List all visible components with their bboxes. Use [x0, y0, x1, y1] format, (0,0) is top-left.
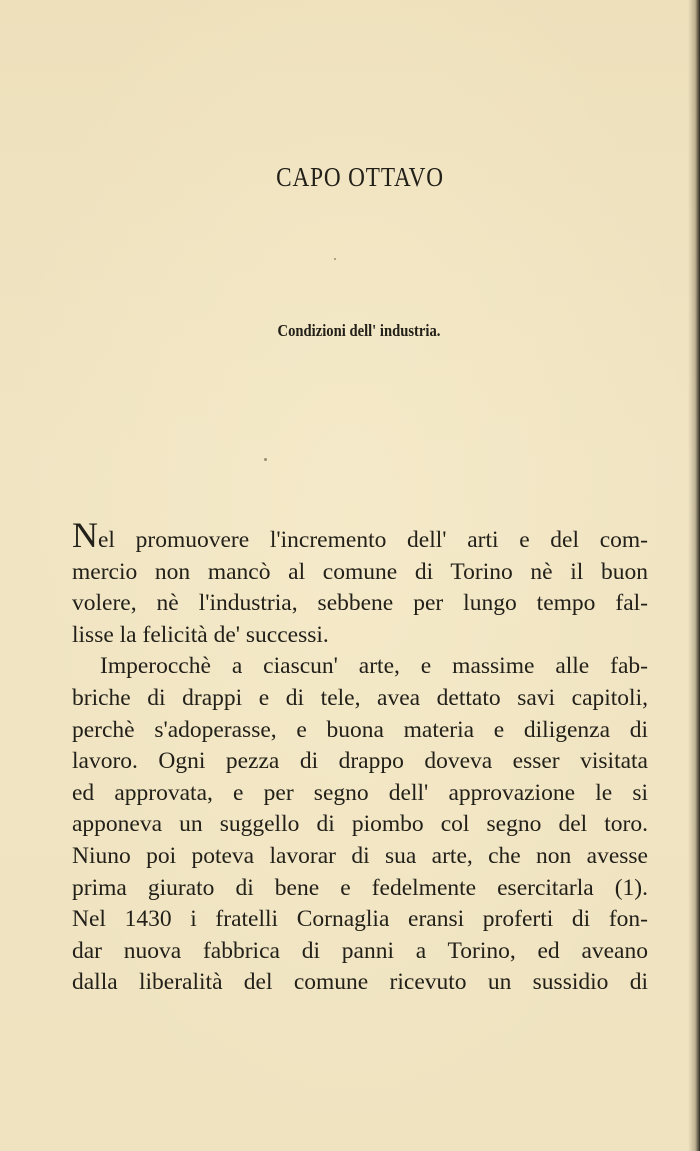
text-line: Nel promuovere l'incremento dell' arti e del com- [72, 515, 648, 555]
paragraph-2 [72, 651, 648, 999]
text-line: Niuno poi poteva lavorar di sua arte, che non avesse [72, 842, 648, 869]
drop-cap: N [72, 515, 98, 555]
text-line: dalla liberalità del comune ricevuto un sussidio di [72, 969, 648, 996]
paragraph-1 [72, 515, 648, 651]
text-line: dar nuova fabbrica di panni a Torino, ed aveano [72, 937, 648, 964]
text-line: Nel 1430 i fratelli Cornaglia eransi proferti di fon- [72, 906, 648, 933]
chapter-subtitle: Condizioni dell' industria. [277, 321, 441, 340]
text-line: ed approvata, e per segno dell' approvazione le si [72, 779, 648, 806]
page-edge-shadow [688, 0, 700, 1151]
text-line: Imperocchè a ciascun' arte, e massime alle fab- [100, 653, 648, 680]
text-line: volere, nè l'industria, sebbene per lungo tempo fal- [72, 590, 648, 617]
text-line: lisse la felicità de' successi. [72, 621, 329, 648]
body-text [72, 515, 648, 999]
text-line: briche di drappi e di tele, avea dettato savi capitoli, [72, 684, 648, 711]
paper-speck [264, 458, 267, 461]
text-line: mercio non mancò al comune di Torino nè il buon [72, 558, 648, 585]
text-line: lavoro. Ogni pezza di drappo doveva esser visitata [72, 748, 648, 775]
paper-speck [334, 258, 336, 260]
text-line: apponeva un suggello di piombo col segno del toro. [72, 811, 648, 838]
text-line: perchè s'adoperasse, e buona materia e diligenza di [72, 716, 648, 743]
text-line: prima giurato di bene e fedelmente esercitarla (1). [72, 874, 648, 901]
chapter-title: CAPO OTTAVO [276, 162, 444, 192]
